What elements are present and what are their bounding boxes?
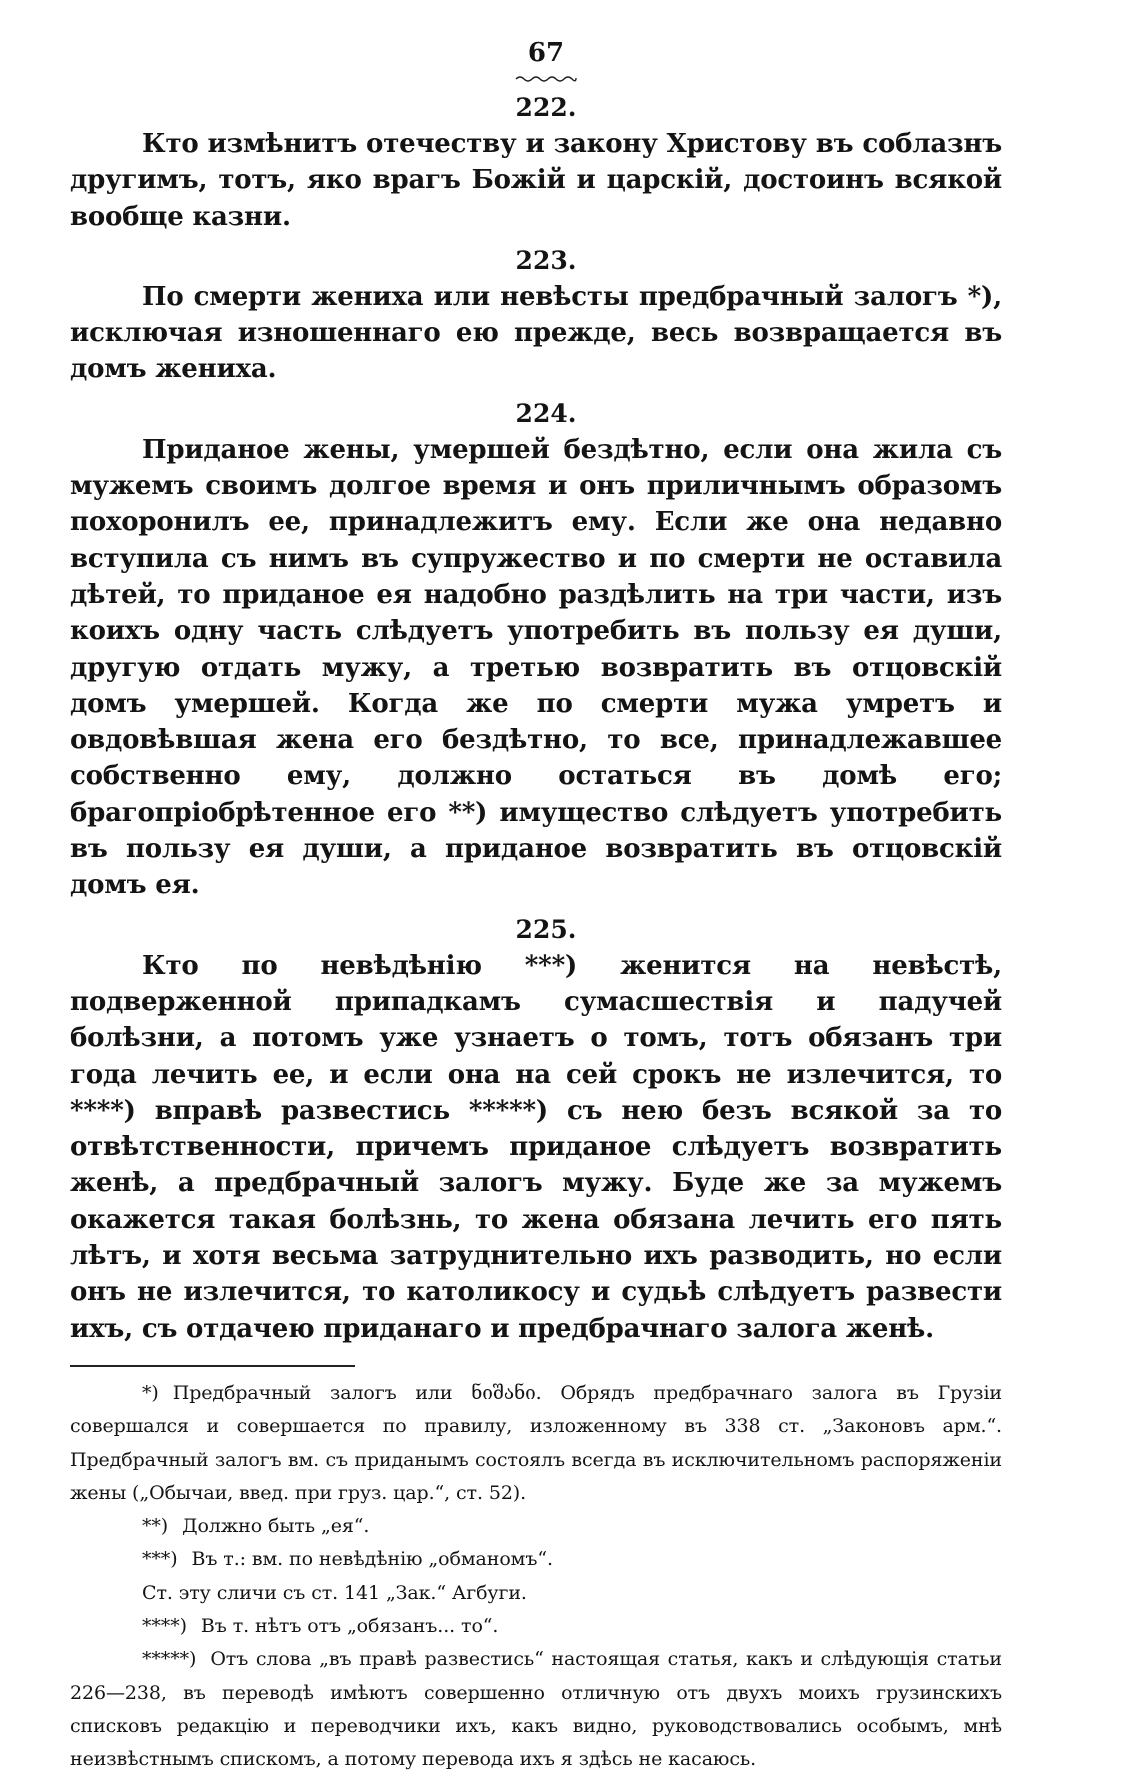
footnote-marker: *****) (142, 1648, 197, 1671)
article-number: 222. (515, 93, 577, 122)
footnote-text: Въ т.: вм. по невѣдѣнію „обманомъ“. (191, 1548, 553, 1571)
article-number: 225. (515, 914, 577, 944)
article-text: Приданое жены, умершей бездѣтно, если она жила съ мужемъ своимъ долгое время и онъ приличнымъ образомъ похоронилъ ее, принадлежитъ ему. Если же она недавно вступила съ нимъ въ супружество и по смерти не оставила дѣтей, то приданое ея надобно раздѣлить на три части, изъ коихъ одну часть слѣдуетъ употребить въ пользу ея души, другую отдать мужу, а третью возвратить въ отцовскій домъ умершей. Когда же по смерти мужа умретъ и овдовѣвшая жена его бездѣтно, то все, принадлежавшее собственно ему, должно остаться въ домѣ его; брагопріобрѣтенное его **) имущество слѣдуетъ употребить въ пользу ея души, а приданое возвратить въ отцовскій домъ ея. (70, 434, 1002, 901)
article-225 (70, 912, 1002, 1347)
article-number: 223. (515, 245, 577, 275)
footnote-marker: *) (142, 1381, 159, 1404)
footnote-marker: **) (142, 1515, 169, 1538)
footnote-text: Предбрачный залогъ или ნიშანი. Обрядъ предбрачнаго залога въ Грузіи совершался и совершается по правилу, изложенному въ 338 ст. „Законовъ арм.“. Предбрачный залогъ вм. съ приданымъ состоялъ всегда въ исключительномъ распоряженіи жены („Обычаи, введ. при груз. цар.“, ст. 52). (70, 1381, 1002, 1504)
article-text: По смерти жениха или невѣсты предбрачный залогъ *), исключая изношеннаго ею прежде, весь возвращается въ домъ жениха. (70, 281, 1002, 385)
page-number: 67 (527, 38, 565, 68)
footnote-note (70, 1577, 1002, 1610)
footnote (70, 1610, 1002, 1643)
footnote (70, 1377, 1002, 1510)
article-number: 224. (515, 398, 577, 428)
footnote-marker: ***) (142, 1548, 178, 1571)
article-222 (70, 90, 1002, 235)
footnote (70, 1510, 1002, 1543)
article-text: Кто измѣнитъ отечеству и закону Христову въ соблазнъ другимъ, тотъ, яко врагъ Божій и царскій, достоинъ всякой вообще казни. (70, 129, 1002, 232)
footnote (70, 1643, 1002, 1776)
footnote-text: Отъ слова „въ правѣ развестись“ настоящая статья, какъ и слѣдующія статьи 226—238, въ переводѣ имѣютъ совершенно отличную отъ двухъ моихъ грузинскихъ списковъ редакцію и переводчики ихъ, какъ видно, руководствовались особымъ, мнѣ неизвѣстнымъ спискомъ, а потому перевода ихъ я здѣсь не касаюсь. (70, 1648, 1002, 1771)
page-number-ornament (90, 68, 1002, 82)
footnote-text: Въ т. нѣтъ отъ „обязанъ... то“. (200, 1614, 499, 1637)
article-224 (70, 396, 1002, 904)
footnote-divider (70, 1365, 355, 1367)
footnote-text: Должно быть „ея“. (182, 1515, 370, 1538)
article-text: Кто по невѣдѣнію ***) женится на невѣстѣ, подверженной припадкамъ сумасшествія и падучей болѣзни, а потомъ уже узнаетъ о томъ, тотъ обязанъ три года лечить ее, и если она на сей срокъ не излечится, то ****) вправѣ развестись *****) съ нею безъ всякой за то отвѣтственности, причемъ приданое слѣдуетъ возвратить женѣ, а предбрачный залогъ мужу. Буде же за мужемъ окажется такая болѣзнь, то жена обязана лечить его пять лѣтъ, и хотя весьма затруднительно ихъ разводить, но если онъ не излечится, то католикосу и судьѣ слѣдуетъ развести ихъ, съ отдачею приданаго и предбрачнаго залога женѣ. (70, 950, 1002, 1344)
footnote (70, 1543, 1002, 1576)
article-223 (70, 243, 1002, 388)
footnote-marker: ****) (142, 1614, 187, 1637)
footnote-text: Ст. эту сличи съ ст. 141 „Зак.“ Агбуги. (142, 1581, 527, 1604)
footnotes (70, 1377, 1002, 1776)
